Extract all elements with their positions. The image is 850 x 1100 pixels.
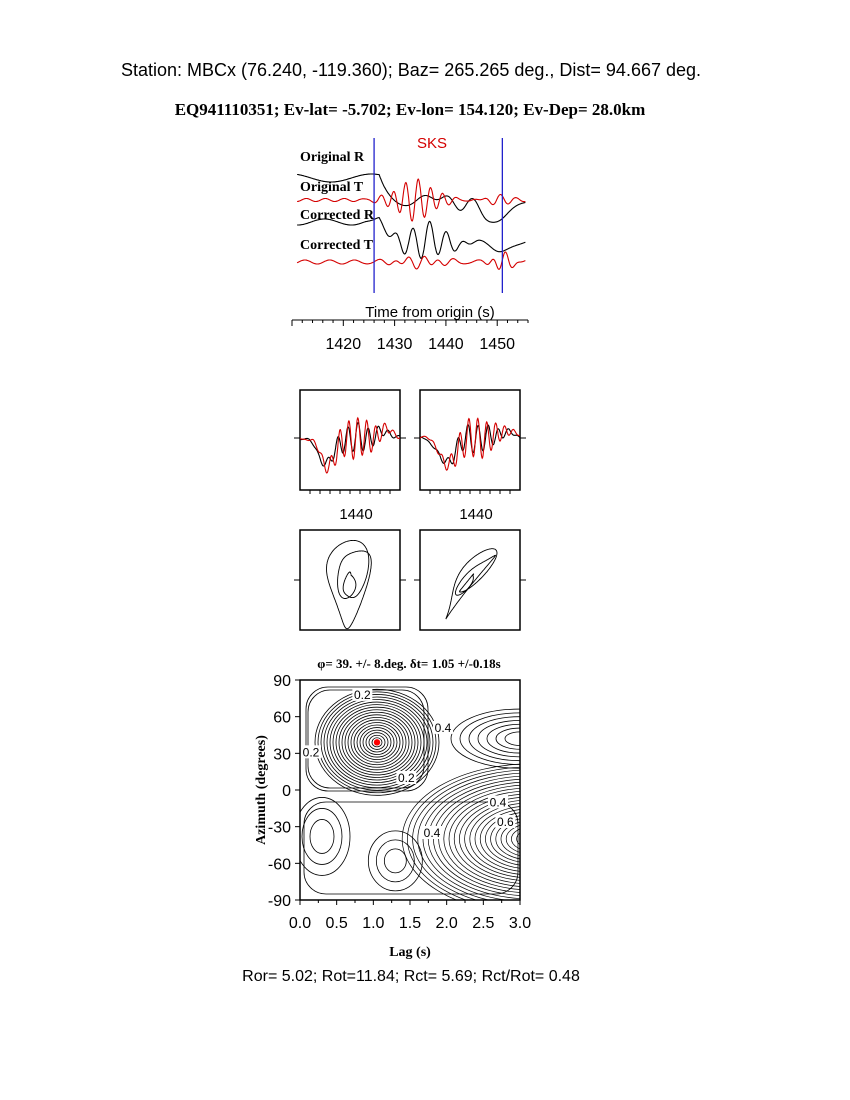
misfit-y-tick-label: -60 bbox=[267, 856, 291, 874]
phase-label: SKS bbox=[416, 135, 448, 152]
overlay-panel-left bbox=[300, 390, 400, 490]
misfit-title: φ= 39. +/- 8.deg. δt= 1.05 +/-0.18s bbox=[317, 656, 501, 671]
overlay-tick-label-right: 1440 bbox=[459, 506, 493, 523]
contour-broad bbox=[304, 802, 518, 894]
particle-trace bbox=[327, 540, 372, 628]
particle-motion-panels bbox=[294, 530, 526, 630]
waveform-panel bbox=[292, 135, 528, 353]
misfit-x-tick-label: 2.5 bbox=[472, 915, 495, 932]
time-axis-ticks bbox=[292, 320, 528, 353]
misfit-x-tick-label: 3.0 bbox=[508, 915, 532, 932]
misfit-y-tick-label: 30 bbox=[273, 746, 291, 764]
contour-high-misfit bbox=[465, 800, 598, 878]
particle-motion-left bbox=[327, 540, 372, 628]
contour-high-misfit bbox=[454, 794, 608, 884]
contour-high-misfit bbox=[428, 779, 634, 899]
contour-label: 0.2 bbox=[397, 771, 415, 785]
contour-label: 0.4 bbox=[489, 795, 507, 810]
contour-label: 0.4 bbox=[423, 826, 441, 840]
trace-corrected-t bbox=[297, 252, 525, 269]
misfit-x-tick-label: 1.0 bbox=[362, 915, 385, 932]
trace-label-original-r: Original R bbox=[300, 150, 365, 165]
overlay-trace-transverse bbox=[420, 418, 520, 470]
misfit-contours bbox=[294, 687, 660, 914]
misfit-y-tick-label: 0 bbox=[282, 783, 291, 800]
contour-high-misfit bbox=[418, 773, 644, 905]
contour-high-misfit bbox=[449, 791, 613, 887]
contour-lower-left bbox=[302, 808, 342, 864]
contour-high-misfit bbox=[423, 776, 639, 902]
contour-label: 0.6 bbox=[496, 815, 514, 829]
misfit-y-tick-label: 60 bbox=[273, 709, 291, 727]
contour-high-misfit bbox=[413, 770, 650, 908]
station-header: Station: MBCx (76.240, -119.360); Baz= 265.265 deg., Dist= 94.667 deg. bbox=[120, 60, 702, 80]
time-tick-label: 1430 bbox=[376, 336, 413, 353]
particle-motion-right bbox=[446, 549, 497, 619]
contour-label: 0.2 bbox=[302, 745, 320, 760]
event-header: EQ941110351; Ev-lat= -5.702; Ev-lon= 154.120; Ev-Dep= 28.0km bbox=[174, 100, 646, 119]
contour-label: 0.4 bbox=[434, 720, 452, 735]
misfit-x-tick-label: 2.0 bbox=[435, 915, 458, 932]
misfit-ylabel: Azimuth (degrees) bbox=[254, 735, 269, 845]
contour-label: 0.2 bbox=[353, 687, 371, 702]
misfit-xlabel: Lag (s) bbox=[389, 945, 431, 960]
contour-high-misfit bbox=[470, 803, 592, 875]
split-summary: Ror= 5.02; Rot=11.84; Rct= 5.69; Rct/Rot= 0.48 bbox=[242, 968, 580, 985]
particle-panel-right bbox=[420, 530, 520, 630]
trace-label-corrected-r: Corrected R bbox=[300, 208, 374, 223]
contour-high-misfit bbox=[439, 785, 624, 893]
time-tick-label: 1450 bbox=[479, 336, 516, 353]
overlay-panel-right bbox=[420, 390, 520, 490]
contour-high-misfit bbox=[517, 830, 546, 848]
time-axis-label: Time from origin (s) bbox=[365, 304, 495, 321]
misfit-y-tick-label: -90 bbox=[267, 893, 291, 910]
trace-label-corrected-t: Corrected T bbox=[300, 238, 373, 253]
time-tick-label: 1440 bbox=[428, 336, 464, 353]
misfit-x-tick-label: 0.0 bbox=[288, 915, 312, 932]
particle-panel-left bbox=[300, 530, 400, 630]
overlay-panels bbox=[294, 390, 526, 523]
misfit-x-tick-label: 0.5 bbox=[325, 915, 348, 932]
contour-lower-middle bbox=[384, 849, 406, 873]
contour-high-misfit bbox=[433, 782, 628, 896]
misfit-x-tick-label: 1.5 bbox=[398, 915, 422, 932]
contour-high-misfit bbox=[407, 767, 654, 911]
misfit-y-tick-label: 90 bbox=[273, 673, 291, 690]
overlay-traces-left bbox=[300, 418, 400, 473]
misfit-y-tick-label: -30 bbox=[267, 819, 291, 837]
overlay-trace-transverse bbox=[300, 418, 400, 473]
contour-lower-middle bbox=[376, 840, 414, 882]
contour-high-misfit bbox=[459, 797, 602, 881]
time-tick-label: 1420 bbox=[325, 336, 362, 353]
contour-high-misfit bbox=[522, 833, 540, 845]
trace-label-original-t: Original T bbox=[300, 180, 364, 195]
best-fit-marker bbox=[374, 739, 380, 745]
overlay-traces-right bbox=[420, 418, 520, 470]
contour-high-misfit bbox=[511, 827, 550, 851]
contour-high-misfit bbox=[475, 806, 587, 872]
contour-lower-left bbox=[310, 819, 334, 853]
overlay-tick-label-left: 1440 bbox=[339, 506, 373, 523]
particle-trace bbox=[446, 549, 497, 619]
misfit-panel bbox=[242, 656, 660, 985]
